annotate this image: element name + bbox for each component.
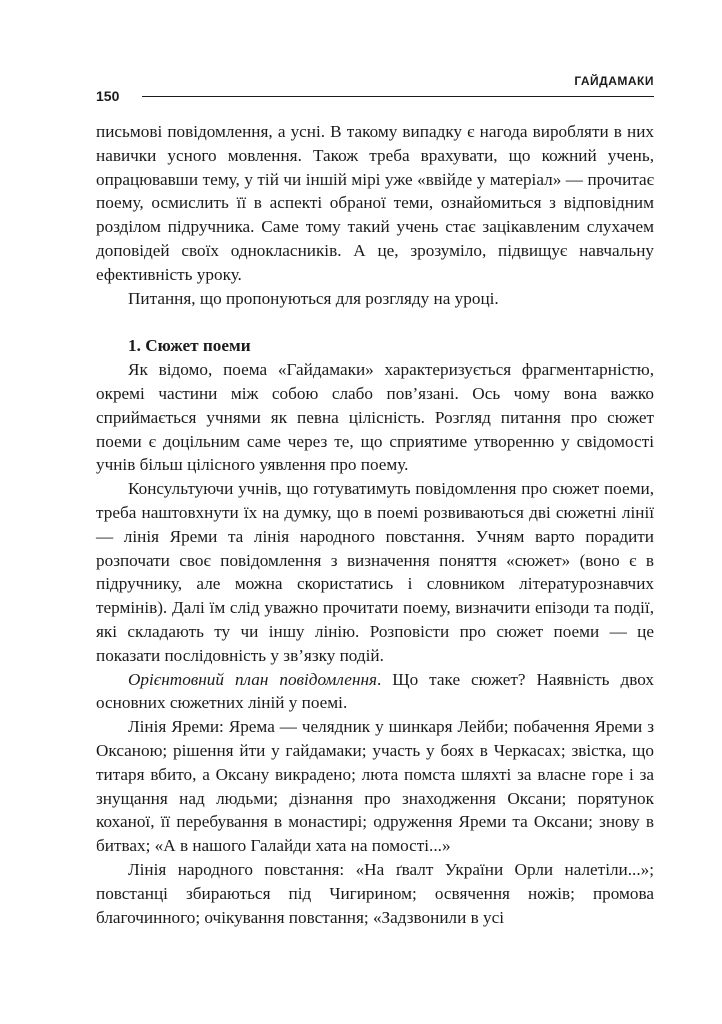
plan-text: . Що таке сюжет? Наявність двох основних сюжетних ліній у поемі. bbox=[96, 669, 654, 713]
paragraph-questions-intro: Питання, що пропонуються для розгляду на уроці. bbox=[128, 288, 499, 308]
plan-label: Орієнтовний план повідомлення bbox=[128, 669, 377, 689]
paragraph-yarema-line: Лінія Яреми: Ярема — челядник у шинкаря Лейби; побачення Яреми з Оксаною; рішення йти у гайдамаки; участь у боях в Черкасах; звістка, що титаря вбито, а Оксану викрадено; люта помста шляхті за власне горе і за знущання над людьми; дізнання про знаходження Оксани; порятунок коханої, її перебування в монастирі; одруження Яреми та Оксани; знову в битвах; «А в нашого Галайди хата на помості...» bbox=[96, 717, 654, 856]
page-body bbox=[96, 120, 654, 929]
running-title: ГАЙДАМАКИ bbox=[574, 74, 654, 88]
paragraph-plan bbox=[96, 668, 654, 716]
header-rule bbox=[142, 96, 654, 97]
paragraph-consulting: Консультуючи учнів, що готуватимуть повідомлення про сюжет поеми, треба наштовхнути їх на думку, що в поемі розвиваються дві сюжетні лінії — лінія Яреми та лінія народного повстання. Учням варто порадити розпочати своє повідомлення з визначення поняття «сюжет» (воно є в підручнику, але можна скористатись і словником літературознавчих термінів). Далі їм слід уважно прочитати поему, визначити епізоди та події, які складають ту чи іншу лінію. Розповісти про сюжет поеми — це показати послідовність у зв’язку подій. bbox=[96, 479, 654, 665]
paragraph-continuation: письмові повідомлення, а усні. В такому випадку є нагода виробляти в них навички усного мовлення. Також треба врахувати, що кожний учень, опрацювавши тему, у тій чи іншій мірі уже «ввійде у матеріал» — прочитає поему, осмислить її в аспекті обраної теми, ознайомиться з відповідним розділом підручника. Саме тому такий учень стає зацікавленим слухачем доповідей своїх однокласників. А це, зрозуміло, підвищує навчальну ефективність уроку. bbox=[96, 122, 654, 284]
paragraph-uprising-line: Лінія народного повстання: «На ґвалт України Орли налетіли...»; повстанці збираються під Чигирином; освячення ножів; промова благочинного; очікування повстання; «Задзвонили в усі bbox=[96, 859, 654, 927]
section-title: 1. Сюжет поеми bbox=[128, 336, 251, 356]
paragraph-fragmentary: Як відомо, поема «Гайдамаки» характеризується фрагментарністю, окремі частини між собою слабо пов’язані. Ось чому вона важко сприймається учнями як певна цілісність. Розгляд питання про сюжет поеми є доцільним саме через те, що сприятиме утворенню у свідомості учнів більш цілісного уявлення про поему. bbox=[96, 360, 654, 475]
page-number: 150 bbox=[96, 88, 120, 104]
